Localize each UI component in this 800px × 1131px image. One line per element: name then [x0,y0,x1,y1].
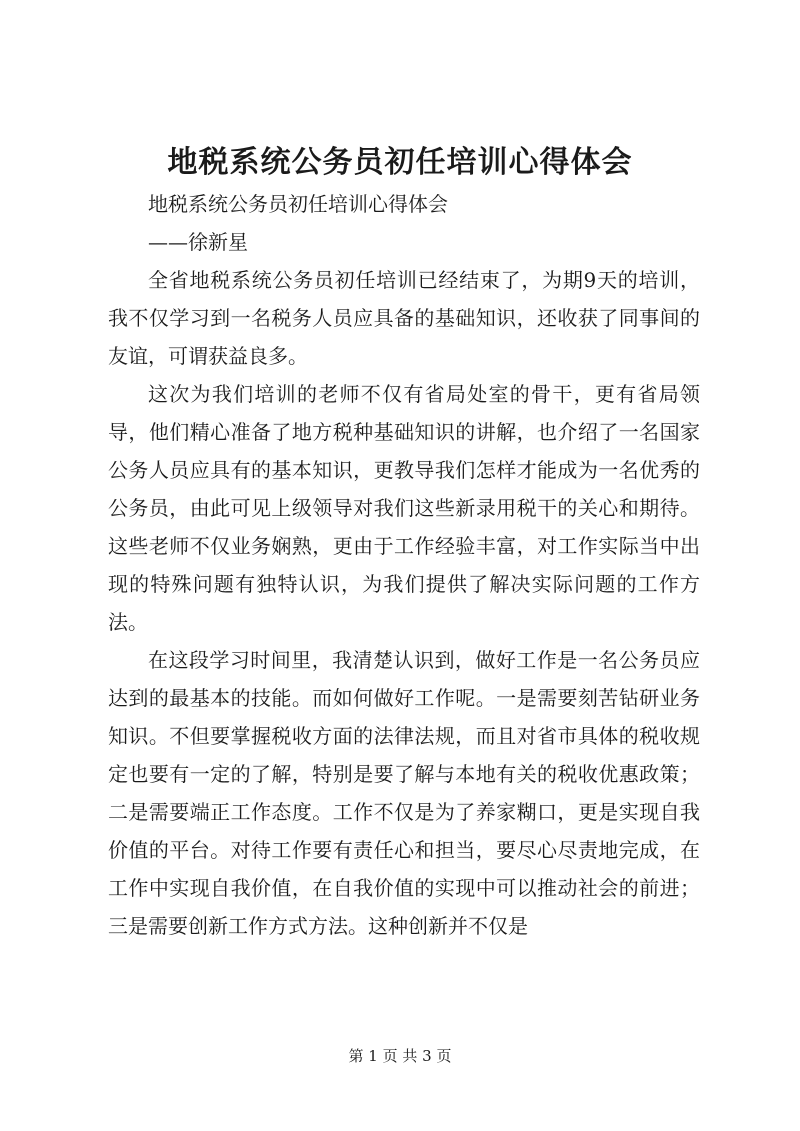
document-body [108,185,700,945]
author-line: ——徐新星 [148,230,248,254]
paragraph-3: 在这段学习时间里，我清楚认识到，做好工作是一名公务员应达到的最基本的技能。而如何做好工作呢。一是需要刻苦钻研业务知识。不但要掌握税收方面的法律法规，而且对省市具体的税收规定也要有一定的了解，特别是要了解与本地有关的税收优惠政策；二是需要端正工作态度。工作不仅是为了养家糊口，更是实现自我价值的平台。对待工作要有责任心和担当，要尽心尽责地完成，在工作中实现自我价值，在自我价值的实现中可以推动社会的前进；三是需要创新工作方式方法。这种创新并不仅是 [108,648,700,938]
paragraph-2: 这次为我们培训的老师不仅有省局处室的骨干，更有省局领导，他们精心准备了地方税种基础知识的讲解，也介绍了一名国家公务人员应具有的基本知识，更教导我们怎样才能成为一名优秀的公务员，由此可见上级领导对我们这些新录用税干的关心和期待。这些老师不仅业务娴熟，更由于工作经验丰富，对工作实际当中出现的特殊问题有独特认识，为我们提供了解决实际问题的工作方法。 [108,382,700,634]
paragraph-1: 全省地税系统公务员初任培训已经结束了，为期9天的培训，我不仅学习到一名税务人员应具备的基础知识，还收获了同事间的友谊，可谓获益良多。 [108,268,700,368]
page-footer: 第 1 页 共 3 页 [348,1047,452,1065]
document-title: 地税系统公务员初任培训心得体会 [167,145,633,180]
subtitle: 地税系统公务员初任培训心得体会 [148,192,448,216]
